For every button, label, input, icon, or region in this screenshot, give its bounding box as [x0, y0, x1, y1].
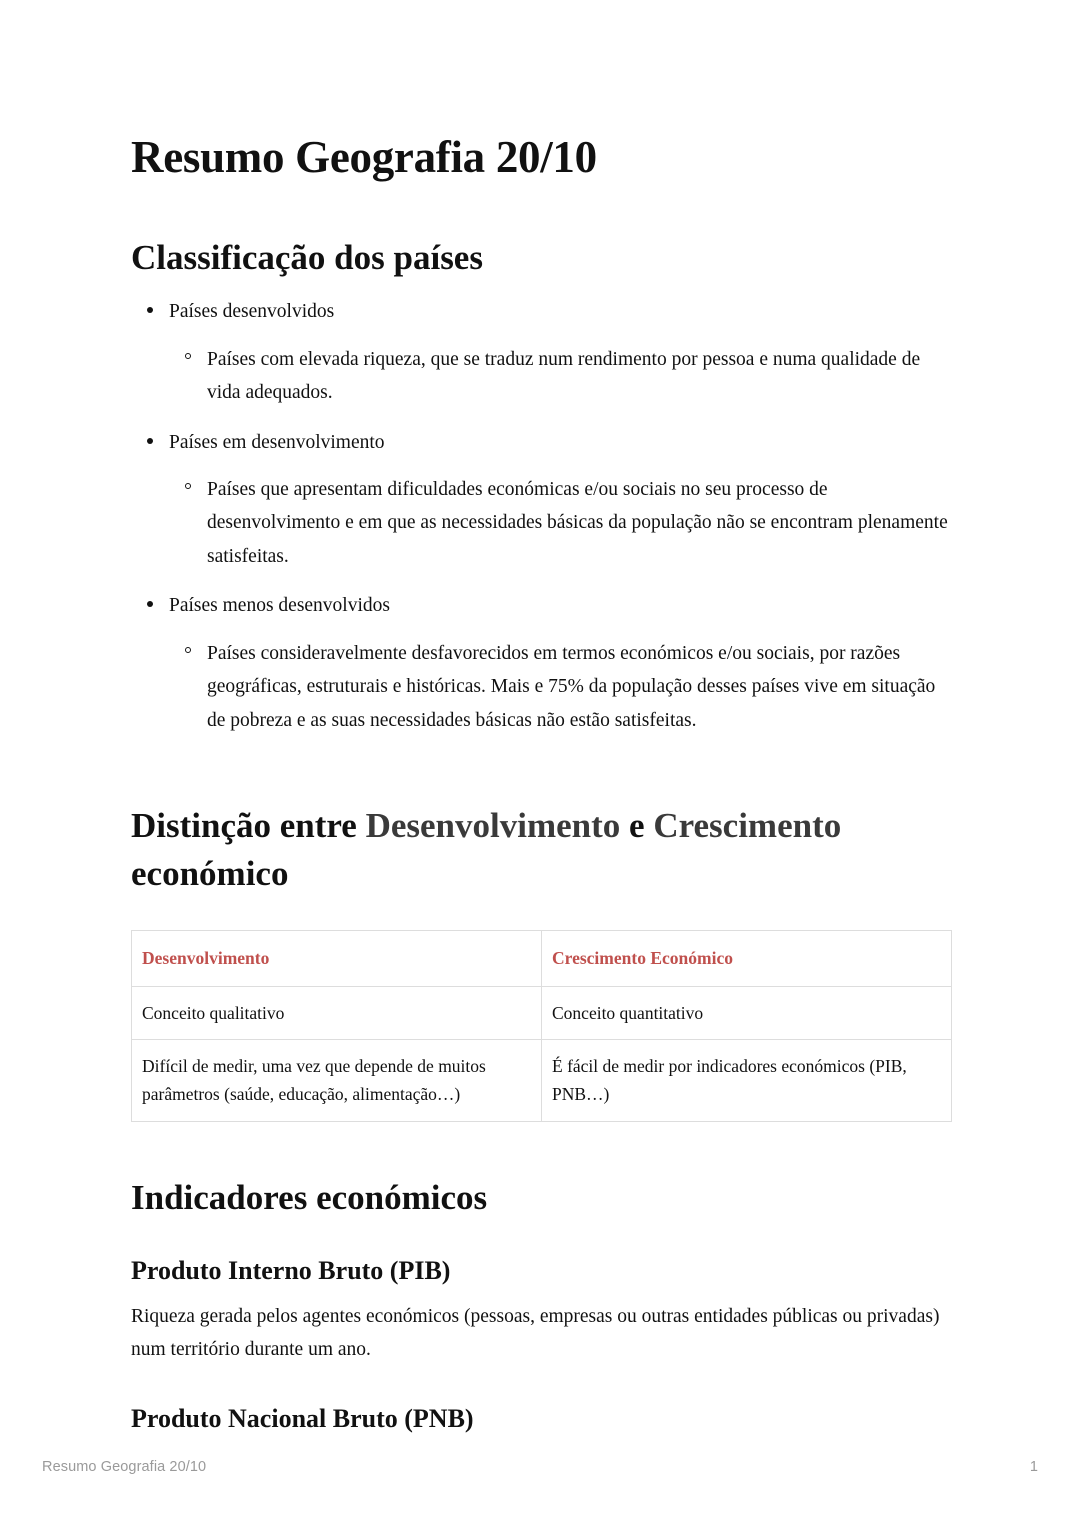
sub-list-item-text: Países que apresentam dificuldades económicas e/ou sociais no seu processo de desenvolvimento e em que as necessidades básicas da população não se encontram plenamente satisfeitas. [207, 478, 948, 567]
bullet-circle-icon [185, 353, 191, 359]
table-row [132, 986, 952, 1039]
sub-list-item [169, 473, 951, 574]
footer-title: Resumo Geografia 20/10 [42, 1459, 207, 1475]
list-item-label: Países menos desenvolvidos [169, 595, 390, 617]
sub-list [169, 624, 951, 755]
list-item [131, 296, 951, 426]
section-heading-classificacao: Classificação dos países [131, 238, 483, 278]
table-header-row [132, 931, 952, 986]
list-item [131, 590, 951, 754]
heading-segment-plain-1: Distinção entre [131, 806, 366, 846]
subsection-heading-pib: Produto Interno Bruto (PIB) [131, 1255, 451, 1285]
page-footer [42, 1455, 1038, 1479]
heading-segment-emphasis-2: Crescimento [653, 806, 842, 846]
sub-list-item [169, 343, 951, 410]
section-heading-indicadores: Indicadores económicos [131, 1177, 488, 1217]
sub-list-item [169, 637, 951, 738]
heading-segment-emphasis-1: Desenvolvimento [365, 806, 621, 846]
bullet-disc-icon [147, 438, 153, 444]
table-cell: Difícil de medir, uma vez que depende de muitos parâmetros (saúde, educação, alimentação…) [132, 1040, 542, 1122]
comparison-table [131, 930, 952, 1121]
list-item [131, 427, 951, 591]
paragraph-pib: Riqueza gerada pelos agentes económicos (pessoas, empresas ou outras entidades públicas ou privadas) num território durante um ano. [131, 1306, 940, 1361]
bullet-circle-icon [185, 647, 191, 653]
document-content [131, 0, 951, 1435]
table-header-cell-desenvolvimento: Desenvolvimento [132, 931, 542, 986]
heading-segment-plain-2: e [620, 806, 654, 846]
sub-list [169, 330, 951, 427]
list-item-label: Países em desenvolvimento [169, 431, 385, 453]
sub-list-item-text: Países com elevada riqueza, que se traduz num rendimento por pessoa e numa qualidade de vida adequados. [207, 348, 921, 404]
section-heading-distincao [131, 754, 951, 897]
sub-list-item-text: Países consideravelmente desfavorecidos em termos económicos e/ou sociais, por razões geográficas, estruturais e históricas. Mais e 75% da população desses países vive em situação de pobreza e as suas necessidades básicas não estão satisfeitas. [207, 642, 936, 731]
table-cell: Conceito qualitativo [132, 986, 542, 1039]
table-header-cell-crescimento: Crescimento Económico [542, 931, 952, 986]
classificacao-list [131, 279, 951, 754]
list-item-label: Países desenvolvidos [169, 301, 335, 323]
bullet-circle-icon [185, 483, 191, 489]
subsection-heading-pnb: Produto Nacional Bruto (PNB) [131, 1403, 474, 1433]
footer-page-number: 1 [1029, 1459, 1038, 1475]
page-title: Resumo Geografia 20/10 [131, 132, 597, 182]
table-header [132, 931, 952, 986]
heading-segment-plain-3: económico [131, 853, 289, 893]
sub-list [169, 460, 951, 591]
table-row [132, 1040, 952, 1122]
table-body [132, 986, 952, 1121]
table-cell: É fácil de medir por indicadores económicos (PIB, PNB…) [542, 1040, 952, 1122]
bullet-disc-icon [147, 307, 153, 313]
table-cell: Conceito quantitativo [542, 986, 952, 1039]
bullet-disc-icon [147, 601, 153, 607]
